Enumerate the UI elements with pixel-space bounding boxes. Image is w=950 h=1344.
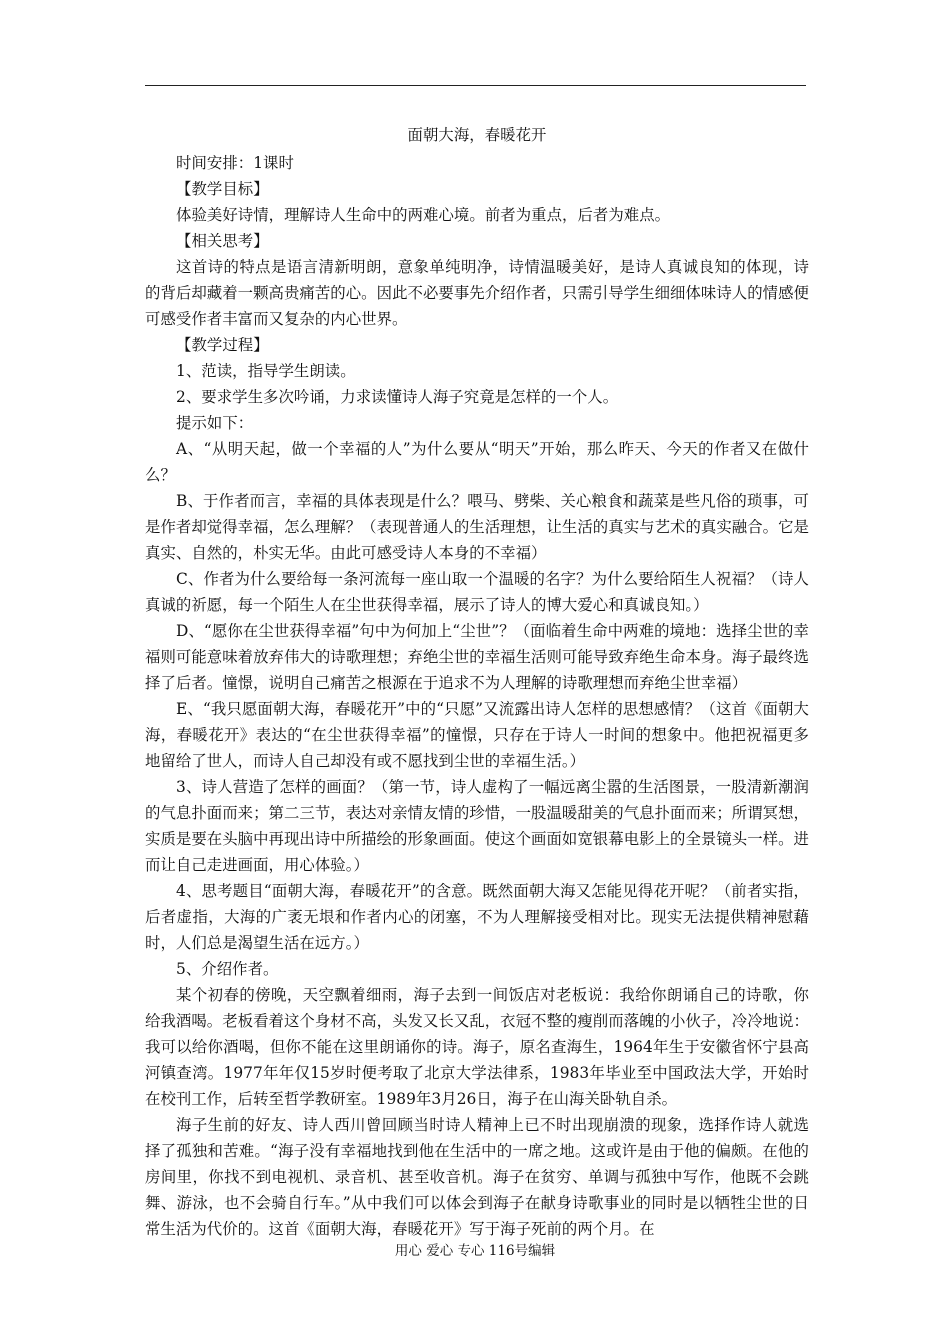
- paragraph: 3、诗人营造了怎样的画面？（第一节，诗人虚构了一幅远离尘嚣的生活图景，一股清新潮润的气息扑面而来；第二三节，表达对亲情友情的珍惜，一股温暖甜美的气息扑面而来；所谓冥想，实质是要在头脑中再现出诗中所描绘的形象画面。使这个画面如宽银幕电影上的全景镜头一样。进而让自己走进画面，用心体验。）: [145, 778, 809, 874]
- paragraph: E、“我只愿面朝大海，春暖花开”中的“只愿”又流露出诗人怎样的思想感情？（这首《面朝大海，春暖花开》表达的“在尘世获得幸福”的憧憬，只存在于诗人一时间的想象中。他把祝福更多地留给了世人，而诗人自己却没有或不愿找到尘世的幸福生活。）: [145, 700, 809, 770]
- page-footer: 用心 爱心 专心 116号编辑: [394, 1243, 556, 1259]
- paragraph: 4、思考题目“面朝大海，春暖花开”的含意。既然面朝大海又怎能见得花开呢？（前者实指，后者虚指，大海的广袤无垠和作者内心的闭塞，不为人理解接受相对比。现实无法提供精神慰藉时，人们总是渴望生活在远方。）: [145, 882, 809, 952]
- section-heading-objectives: 【教学目标】: [176, 180, 269, 198]
- section-heading-thinking: 【相关思考】: [176, 232, 269, 250]
- time-arrangement: 时间安排：1课时: [176, 154, 294, 172]
- paragraph: B、于作者而言，幸福的具体表现是什么？喂马、劈柴、关心粮食和蔬菜是些凡俗的琐事，可是作者却觉得幸福，怎么理解？（表现普通人的生活理想，让生活的真实与艺术的真实融合。它是真实、自然的，朴实无华。由此可感受诗人本身的不幸福）: [145, 492, 809, 562]
- paragraph: 这首诗的特点是语言清新明朗，意象单纯明净，诗情温暖美好，是诗人真诚良知的体现，诗的背后却藏着一颗高贵痛苦的心。因此不必要事先介绍作者，只需引导学生细细体味诗人的情感便可感受作者丰富而又复杂的内心世界。: [145, 258, 809, 328]
- paragraph: A、“从明天起，做一个幸福的人”为什么要从“明天”开始，那么昨天、今天的作者又在做什么？: [145, 440, 809, 484]
- section-heading-process: 【教学过程】: [176, 336, 269, 354]
- paragraph: 某个初春的傍晚，天空飘着细雨，海子去到一间饭店对老板说：我给你朗诵自己的诗歌，你给我酒喝。老板看着这个身材不高，头发又长又乱，衣冠不整的瘦削而落魄的小伙子，冷冷地说：我可以给你酒喝，但你不能在这里朗诵你的诗。海子，原名查海生，1964年生于安徽省怀宁县高河镇查湾。1977年年仅15岁时便考取了北京大学法律系，1983年毕业至中国政法大学，开始时在校刊工作，后转至哲学教研室。1989年3月26日，海子在山海关卧轨自杀。: [145, 986, 809, 1108]
- paragraph: 海子生前的好友、诗人西川曾回顾当时诗人精神上已不时出现崩溃的现象，选择作诗人就选择了孤独和苦难。“海子没有幸福地找到他在生活中的一席之地。这或许是由于他的偏颇。在他的房间里，你找不到电视机、录音机、甚至收音机。海子在贫穷、单调与孤独中写作，他既不会跳舞、游泳，也不会骑自行车。”从中我们可以体会到海子在献身诗歌事业的同时是以牺牲尘世的日常生活为代价的。这首《面朝大海，春暖花开》写于海子死前的两个月。在: [145, 1116, 809, 1238]
- paragraph: C、作者为什么要给每一条河流每一座山取一个温暖的名字？为什么要给陌生人祝福？（诗人真诚的祈愿，每一个陌生人在尘世获得幸福，展示了诗人的博大爱心和真诚良知。）: [145, 570, 809, 614]
- document-title: 面朝大海，春暖花开: [407, 126, 547, 144]
- paragraph: 体验美好诗情，理解诗人生命中的两难心境。前者为重点，后者为难点。: [176, 206, 671, 224]
- document-body: [145, 122, 809, 1242]
- paragraph: 5、介绍作者。: [176, 960, 279, 978]
- paragraph: 提示如下：: [176, 414, 254, 432]
- paragraph: 1、范读，指导学生朗读。: [176, 362, 356, 380]
- paragraph: D、“愿你在尘世获得幸福”句中为何加上“尘世”？（面临着生命中两难的境地：选择尘世的幸福则可能意味着放弃伟大的诗歌理想；弃绝尘世的幸福生活则可能导致弃绝生命本身。海子最终选择了后者。憧憬，说明自己痛苦之根源在于追求不为人理解的诗歌理想而弃绝尘世幸福）: [145, 622, 809, 692]
- paragraph: 2、要求学生多次吟诵，力求读懂诗人海子究竟是怎样的一个人。: [176, 388, 619, 406]
- header-rule: [145, 85, 806, 86]
